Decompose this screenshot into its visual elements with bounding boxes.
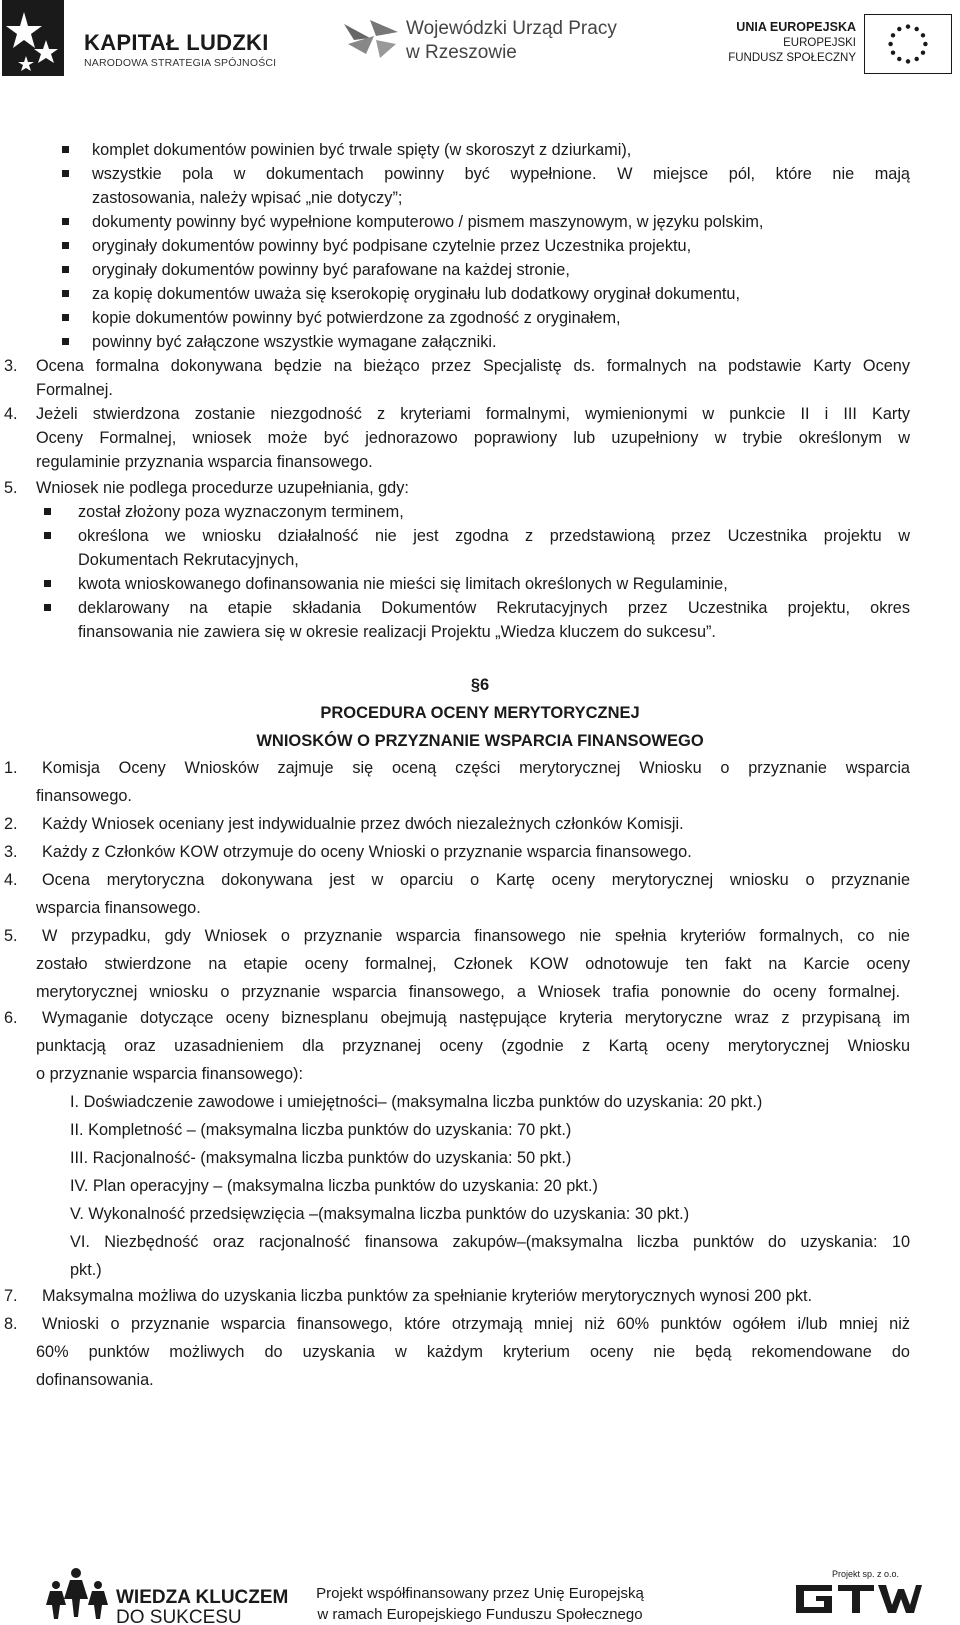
- paragraph-line: wsparcia finansowego.: [36, 899, 201, 917]
- eu-line3: FUNDUSZ SPOŁECZNY: [728, 52, 856, 64]
- item-number: 7.: [4, 1287, 18, 1305]
- list-item: powinny być załączone wszystkie wymagane załączniki.: [92, 333, 497, 351]
- bullet-marker: [44, 532, 51, 539]
- list-item: oryginały dokumentów powinny być parafowane na każdej stronie,: [92, 261, 570, 279]
- bullet-marker: [62, 338, 69, 345]
- paragraph-line: zostało stwierdzone na etapie oceny formalnej, Członek KOW odnotowuje ten fakt na Karcie oceny: [36, 955, 910, 973]
- paragraph-line: punktacją oraz uzasadnieniem dla przyznanej oceny (zgodnie z Kartą oceny merytorycznej Wniosku: [36, 1037, 910, 1055]
- list-item: kopie dokumentów powinny być potwierdzone za zgodność z oryginałem,: [92, 309, 621, 327]
- paragraph-line: Każdy Wniosek oceniany jest indywidualnie przez dwóch niezależnych członków Komisji.: [42, 815, 684, 833]
- item-number: 3.: [4, 843, 18, 861]
- paragraph-line: dofinansowania.: [36, 1371, 154, 1389]
- list-item-cont: zastosowania, należy wpisać „nie dotyczy”;: [92, 189, 403, 207]
- list-item: wszystkie pola w dokumentach powinny być wypełnione. W miejsce pól, które nie mają: [92, 165, 910, 183]
- paragraph-line: Każdy z Członków KOW otrzymuje do oceny Wnioski o przyznanie wsparcia finansowego.: [42, 843, 692, 861]
- paragraph-line: merytorycznej wniosku o przyznanie wsparcia finansowego, a Wniosek trafia ponownie do oceny formalnej.: [36, 983, 900, 1001]
- kapital-ludzki-subtitle: NARODOWA STRATEGIA SPÓJNOŚCI: [84, 57, 277, 69]
- section-title: PROCEDURA OCENY MERYTORYCZNEJ: [320, 704, 640, 722]
- bullet-marker: [62, 146, 69, 153]
- paragraph-line: Oceny Formalnej, wniosek może być jednorazowo poprawiony lub uzupełniony w trybie określonym w: [36, 429, 910, 447]
- criteria-item: III. Racjonalność- (maksymalna liczba punktów do uzyskania: 50 pkt.): [70, 1149, 572, 1167]
- page-footer: [0, 1545, 960, 1625]
- paragraph-line: Formalnej.: [36, 381, 113, 399]
- list-item: komplet dokumentów powinien być trwale spięty (w skoroszyt z dziurkami),: [92, 141, 632, 159]
- paragraph-line: Wymaganie dotyczące oceny biznesplanu obejmują następujące kryteria merytoryczne wraz z przypisaną im: [42, 1009, 910, 1027]
- item-number: 8.: [4, 1315, 18, 1333]
- item-number: 2.: [4, 815, 18, 833]
- list-item: za kopię dokumentów uważa się kserokopię oryginału lub dodatkowy oryginał dokumentu,: [92, 285, 741, 303]
- item-number: 4.: [4, 871, 18, 889]
- wup-name-line1: Wojewódzki Urząd Pracy: [406, 18, 617, 39]
- cofinancing-note-line1: Projekt współfinansowany przez Unię Europejską: [316, 1585, 644, 1602]
- item-number: 6.: [4, 1009, 18, 1027]
- bullet-marker: [44, 580, 51, 587]
- list-item-cont: Dokumentach Rekrutacyjnych,: [78, 551, 299, 569]
- bullet-marker: [62, 290, 69, 297]
- paragraph-line: Ocena formalna dokonywana będzie na bieżąco przez Specjalistę ds. formalnych na podstawie Karty Oceny: [36, 357, 910, 375]
- paragraph-line: 60% punktów możliwych do uzyskania w każdym kryterium oceny nie będą rekomendowane do: [36, 1343, 910, 1361]
- bullet-marker: [62, 242, 69, 249]
- paragraph-line: Maksymalna możliwa do uzyskania liczba punktów za spełnianie kryteriów merytorycznych wynosi 200 pkt.: [42, 1287, 813, 1305]
- paragraph-line: Jeżeli stwierdzona zostanie niezgodność z kryteriami formalnymi, wymienionymi w punkcie II i III Karty: [36, 405, 910, 423]
- bullet-marker: [44, 604, 51, 611]
- paragraph-line: regulaminie przyznania wsparcia finansowego.: [36, 453, 373, 471]
- gtw-company-label: Projekt sp. z o.o.: [832, 1569, 900, 1579]
- criteria-item: VI. Niezbędność oraz racjonalność finansowa zakupów–(maksymalna liczba punktów do uzyskania: 10: [70, 1233, 910, 1251]
- bullet-marker: [62, 266, 69, 273]
- eu-line1: UNIA EUROPEJSKA: [736, 20, 856, 34]
- bullet-marker: [62, 314, 69, 321]
- paragraph-line: Wnioski o przyznanie wsparcia finansowego, które otrzymają mniej niż 60% punktów ogółem i/lub mniej niż: [42, 1315, 910, 1333]
- wiedza-kluczem-line2: DO SUKCESU: [116, 1607, 242, 1625]
- list-item: określona we wniosku działalność nie jest zgodna z przedstawioną przez Uczestnika projektu w: [78, 527, 910, 545]
- criteria-item-cont: pkt.): [70, 1261, 102, 1279]
- paragraph-line: W przypadku, gdy Wniosek o przyznanie wsparcia finansowego nie spełnia kryteriów formalnych, co nie: [42, 927, 910, 945]
- section-number: §6: [470, 676, 490, 694]
- wup-name-line2: w Rzeszowie: [406, 42, 517, 63]
- paragraph-line: Ocena merytoryczna dokonywana jest w oparciu o Kartę oceny merytorycznej wniosku o przyznanie: [42, 871, 910, 889]
- criteria-item: II. Kompletność – (maksymalna liczba punktów do uzyskania: 70 pkt.): [70, 1121, 572, 1139]
- bullet-marker: [62, 170, 69, 177]
- paragraph-line: finansowego.: [36, 787, 132, 805]
- list-item: kwota wnioskowanego dofinansowania nie mieści się limitach określonych w Regulaminie,: [78, 575, 728, 593]
- item-number: 1.: [4, 759, 18, 777]
- cofinancing-note-line2: w ramach Europejskiego Funduszu Społecznego: [317, 1606, 643, 1623]
- item-number: 4.: [4, 405, 18, 423]
- criteria-item: I. Doświadczenie zawodowe i umiejętności– (maksymalna liczba punktów do uzyskania: 20 pkt.): [70, 1093, 763, 1111]
- list-item: został złożony poza wyznaczonym terminem,: [78, 503, 404, 521]
- section-subtitle: WNIOSKÓW O PRZYZNANIE WSPARCIA FINANSOWEGO: [256, 732, 704, 750]
- eu-line2: EUROPEJSKI: [783, 37, 856, 49]
- item-number: 5.: [4, 479, 18, 497]
- kapital-ludzki-title: KAPITAŁ LUDZKI: [84, 30, 269, 55]
- item-number: 3.: [4, 357, 18, 375]
- list-item: oryginały dokumentów powinny być podpisane czytelnie przez Uczestnika projektu,: [92, 237, 692, 255]
- bullet-marker: [44, 508, 51, 515]
- paragraph-line: Komisja Oceny Wniosków zajmuje się oceną części merytorycznej Wniosku o przyznanie wsparcia: [42, 759, 910, 777]
- paragraph-line: o przyznanie wsparcia finansowego):: [36, 1065, 303, 1083]
- list-item: deklarowany na etapie składania Dokumentów Rekrutacyjnych przez Uczestnika projektu, okres: [78, 599, 910, 617]
- wiedza-kluczem-line1: WIEDZA KLUCZEM: [116, 1587, 289, 1608]
- item-number: 5.: [4, 927, 18, 945]
- criteria-item: V. Wykonalność przedsięwzięcia –(maksymalna liczba punktów do uzyskania: 30 pkt.): [70, 1205, 690, 1223]
- list-item-cont: finansowania nie zawiera się w okresie realizacji Projektu „Wiedza kluczem do sukcesu”.: [78, 623, 716, 641]
- bullet-marker: [62, 218, 69, 225]
- criteria-item: IV. Plan operacyjny – (maksymalna liczba punktów do uzyskania: 20 pkt.): [70, 1177, 598, 1195]
- list-item: dokumenty powinny być wypełnione komputerowo / pismem maszynowym, w języku polskim,: [92, 213, 764, 231]
- paragraph-line: Wniosek nie podlega procedurze uzupełniania, gdy:: [36, 479, 409, 497]
